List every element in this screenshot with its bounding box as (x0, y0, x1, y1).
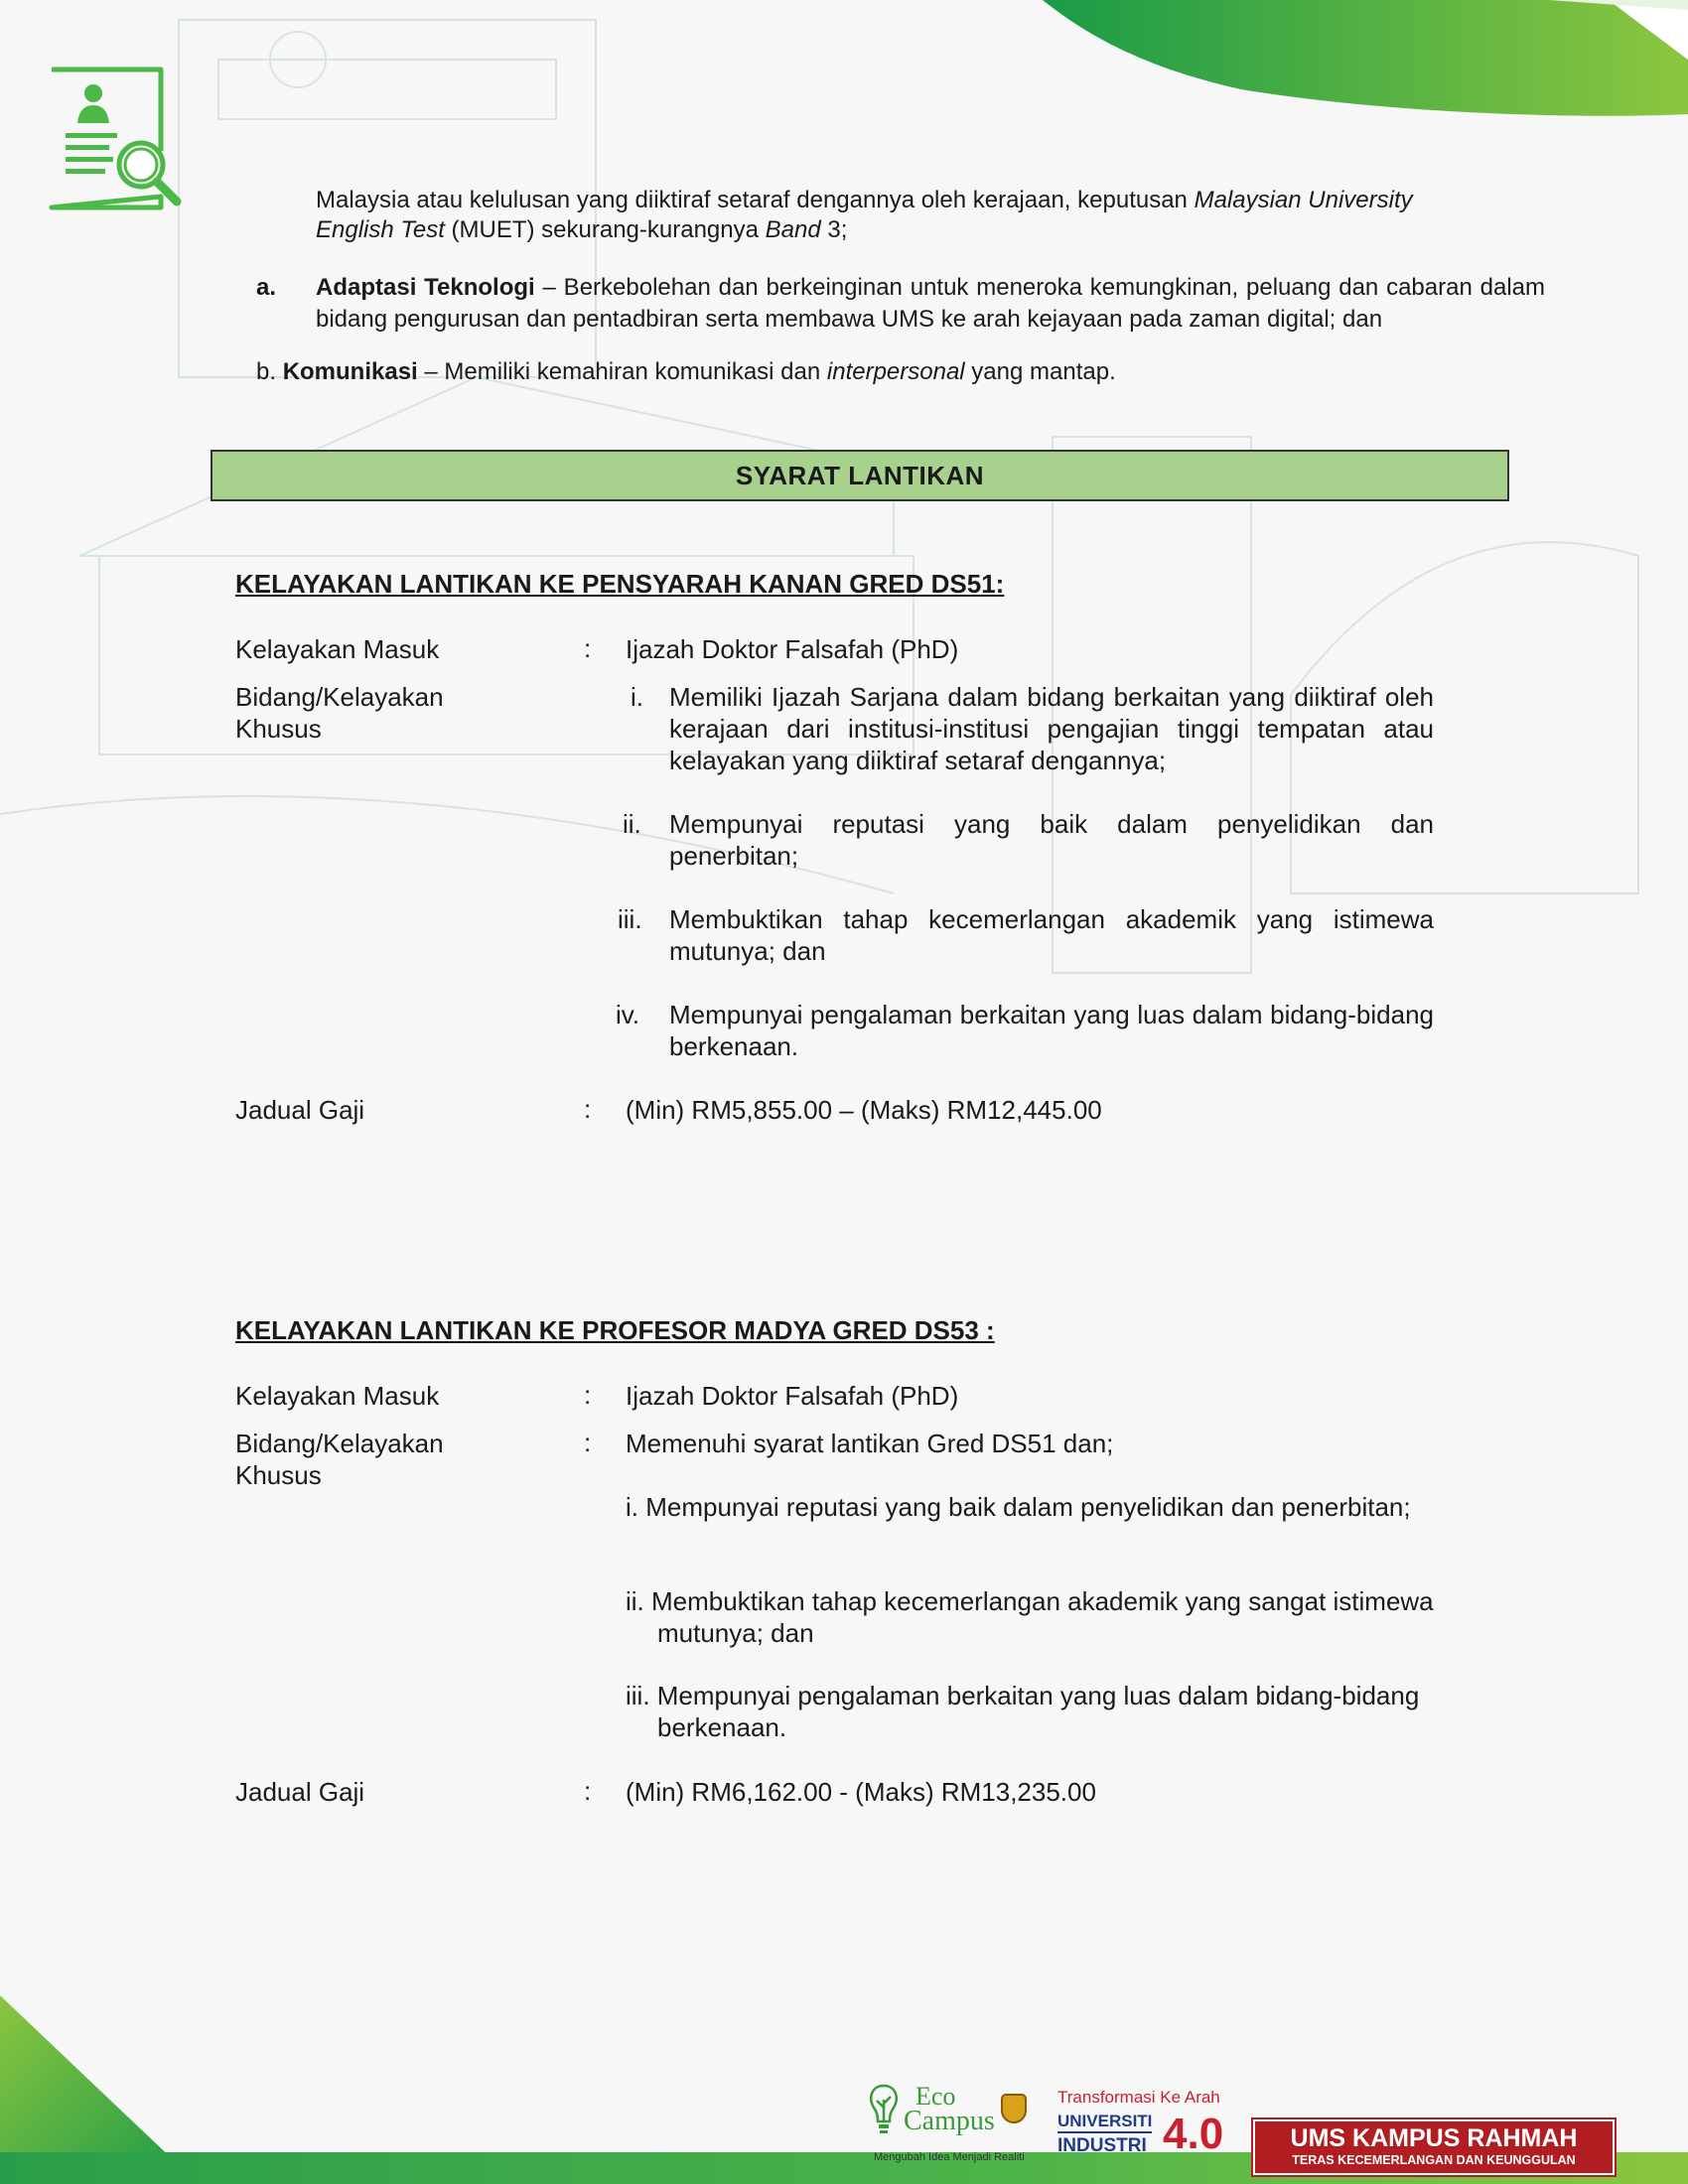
item-a-body: – Berkebolehan dan berkeinginan untuk meneroka kemungkinan, peluang dan cabaran dalam bidang pengurusan dan pentadbiran serta membawa UMS ke arah kejayaan pada zaman digital; dan (316, 274, 1545, 333)
rahmah-title: UMS KAMPUS RAHMAH (1290, 2124, 1578, 2152)
ds51-item-1-num: i. (631, 682, 643, 712)
item-b-title: Komunikasi (282, 358, 418, 385)
ds53-entry-value: Ijazah Doktor Falsafah (PhD) (626, 1381, 959, 1411)
transf-line2: UNIVERSITI (1057, 2112, 1152, 2133)
ds51-heading: KELAYAKAN LANTIKAN KE PENSYARAH KANAN GRED DS51: (235, 569, 1005, 599)
field-label-line: Bidang/Kelayakan (235, 1429, 444, 1458)
ds51-salary-value: (Min) RM5,855.00 – (Maks) RM12,445.00 (626, 1095, 1102, 1125)
ds51-item-1-text: Memiliki Ijazah Sarjana dalam bidang berkaitan yang diiktiraf oleh kerajaan dari institusi-institusi pengajian tinggi tempatan atau kelayakan yang diiktiraf setaraf dengannya; (669, 682, 1434, 775)
item-a-title: Adaptasi Teknologi (316, 274, 535, 301)
top-corner-decoration (993, 0, 1688, 199)
field-label-line: Khusus (235, 1460, 322, 1490)
field-label-line: Bidang/Kelayakan (235, 682, 444, 712)
ds51-entry-colon: : (584, 633, 592, 663)
document-search-icon (44, 62, 183, 215)
ds51-salary-colon: : (584, 1094, 592, 1124)
continuation-italic: Malaysian University (1194, 187, 1413, 213)
muet-requirement-continuation (316, 185, 1545, 216)
ds51-item-4-text: Mempunyai pengalaman berkaitan yang luas dalam bidang-bidang berkenaan. (669, 1000, 1434, 1061)
universiti-industri-logo (1057, 2088, 1236, 2167)
section-title-syarat-lantikan: SYARAT LANTIKAN (211, 450, 1509, 501)
ds51-item-3-num: iii. (618, 904, 642, 934)
ds53-field-intro: Memenuhi syarat lantikan Gred DS51 dan; (626, 1429, 1114, 1458)
eco-line2: Campus (904, 2106, 995, 2136)
continuation-text: 3; (820, 216, 848, 243)
ds53-item-2: ii. Membuktikan tahap kecemerlangan akademik yang sangat istimewa mutunya; dan (626, 1586, 1434, 1648)
ds51-entry-value: Ijazah Doktor Falsafah (PhD) (626, 634, 959, 664)
footer-logos (864, 2080, 1658, 2174)
ds53-item-3: iii. Mempunyai pengalaman berkaitan yang luas dalam bidang-bidang berkenaan. (626, 1681, 1420, 1742)
ds53-field-label (235, 1428, 444, 1491)
ds53-salary-label: Jadual Gaji (235, 1777, 365, 1807)
ds51-field-label (235, 681, 444, 745)
ds51-item-2-text: Mempunyai reputasi yang baik dalam penyelidikan dan penerbitan; (669, 809, 1434, 871)
item-b-body: yang mantap. (964, 358, 1116, 385)
eco-line1: Eco (915, 2082, 956, 2111)
ds51-item-2-num: ii. (623, 809, 641, 839)
ds51-item-3-text: Membuktikan tahap kecemerlangan akademik yang istimewa mutunya; dan (669, 904, 1434, 966)
ds53-salary-value: (Min) RM6,162.00 - (Maks) RM13,235.00 (626, 1777, 1096, 1807)
item-b-italic: interpersonal (826, 358, 965, 385)
ds51-entry-label: Kelayakan Masuk (235, 634, 440, 664)
ds53-salary-colon: : (584, 1776, 592, 1806)
eco-campus-logo (864, 2080, 1033, 2174)
transf-number: 4.0 (1163, 2110, 1224, 2158)
ds53-heading: KELAYAKAN LANTIKAN KE PROFESOR MADYA GRED DS53 : (235, 1315, 995, 1345)
lightbulb-tree-icon (864, 2082, 904, 2141)
continuation-text: (MUET) sekurang-kurangnya (444, 216, 766, 243)
muet-requirement-line2 (316, 214, 1545, 246)
continuation-italic: English Test (316, 216, 445, 243)
transf-line1: Transformasi Ke Arah (1057, 2088, 1220, 2107)
eco-tagline: Mengubah Idea Menjadi Realiti (874, 2151, 1025, 2163)
item-b-marker: b. (256, 358, 277, 385)
ds51-item-4-num: iv. (616, 1000, 640, 1029)
item-b-text (256, 356, 1547, 388)
continuation-text: Malaysia atau kelulusan yang diiktiraf setaraf dengannya oleh kerajaan, keputusan (316, 187, 1195, 213)
item-a-text (316, 272, 1545, 336)
ds53-entry-label: Kelayakan Masuk (235, 1381, 440, 1411)
ums-kampus-rahmah-badge (1253, 2119, 1615, 2175)
transf-line3: INDUSTRI (1057, 2135, 1147, 2156)
field-label-line: Khusus (235, 714, 322, 744)
ds53-entry-colon: : (584, 1380, 592, 1410)
item-b-body: – Memiliki kemahiran komunikasi dan (417, 358, 827, 385)
continuation-italic: Band (765, 216, 821, 243)
ds51-salary-label: Jadual Gaji (235, 1095, 365, 1125)
ds53-field-colon: : (584, 1428, 592, 1457)
eco-crest-icon (1001, 2094, 1027, 2123)
ds53-item-1: i. Mempunyai reputasi yang baik dalam penyelidikan dan penerbitan; (626, 1492, 1411, 1522)
rahmah-subtitle: TERAS KECEMERLANGAN DAN KEUNGGULAN (1292, 2153, 1576, 2167)
item-a-marker: a. (256, 274, 277, 301)
